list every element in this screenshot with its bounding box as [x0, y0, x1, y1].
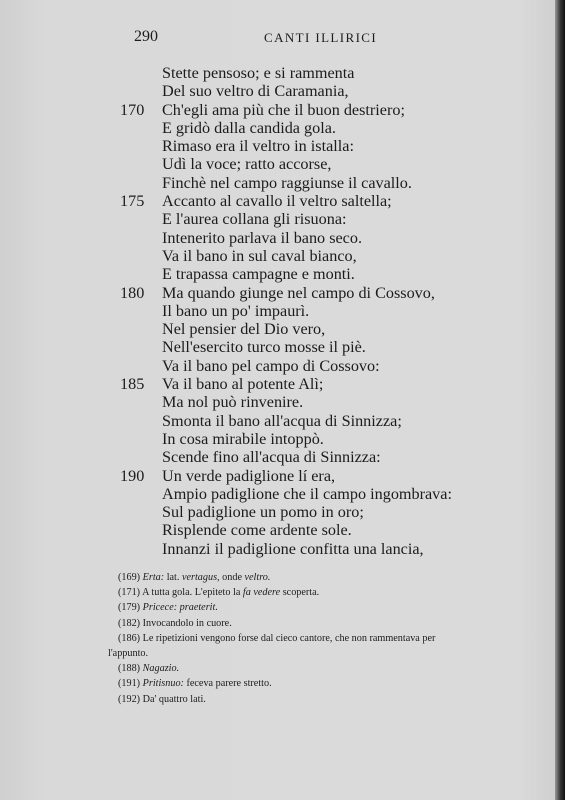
footnote-text: Erta:	[142, 572, 165, 583]
footnote-text: onde	[219, 572, 245, 583]
footnote	[108, 646, 518, 661]
footnote-text: Pritisnuo:	[142, 678, 184, 690]
poem-line	[114, 119, 494, 137]
poem-line	[114, 137, 494, 155]
poem-line	[114, 229, 494, 247]
footnote-ref: (192)	[118, 693, 141, 705]
footnote-text: l'appunto.	[108, 648, 149, 660]
poem-line	[114, 284, 494, 302]
footnote-text: veltro.	[244, 572, 271, 583]
footnote-text: scoperta.	[280, 587, 320, 599]
footnote-ref: (191)	[118, 678, 141, 690]
line-text: E trapassa campagne e monti.	[162, 265, 355, 284]
line-text: Ma nol può rinvenire.	[162, 393, 304, 412]
footnotes	[108, 570, 518, 707]
poem-line	[114, 357, 494, 375]
footnote-text: feceva parere stretto.	[183, 678, 272, 690]
poem-line	[114, 265, 494, 283]
line-text: Udì la voce; ratto accorse,	[162, 155, 332, 174]
line-text: Innanzi il padiglione confitta una lancia,	[162, 539, 424, 558]
footnote-text: Invocandolo in cuore.	[142, 617, 232, 629]
line-text: Accanto al cavallo il veltro saltella;	[162, 192, 392, 211]
footnote-text: Nagazio.	[142, 663, 180, 675]
footnote-text: fa vedere	[242, 587, 281, 599]
line-text: Rimaso era il veltro in istalla:	[162, 137, 354, 156]
line-text: E gridò dalla candida gola.	[162, 118, 336, 137]
poem-line	[114, 82, 494, 100]
poem-line	[114, 430, 494, 448]
poem-line	[114, 540, 494, 558]
poem-line	[114, 448, 494, 466]
poem-line	[114, 302, 494, 320]
line-text: Intenerito parlava il bano seco.	[162, 228, 363, 247]
poem-line	[114, 485, 494, 503]
line-number: 190	[120, 466, 145, 485]
poem-line	[114, 338, 494, 356]
line-text: Sul padiglione un pomo in oro;	[162, 503, 364, 522]
poem-line	[114, 174, 494, 192]
poem-text	[114, 64, 494, 558]
line-number: 180	[120, 283, 145, 302]
line-text: Finchè nel campo raggiunse il cavallo.	[162, 173, 412, 192]
footnote-ref: (182)	[118, 617, 141, 629]
line-text: In cosa mirabile intoppò.	[162, 429, 324, 448]
line-text: Va il bano al potente Alì;	[162, 375, 324, 394]
footnote	[118, 616, 518, 631]
line-text: Nel pensier del Dio vero,	[162, 320, 326, 339]
line-text: Il bano un po' impaurì.	[162, 301, 310, 320]
line-text: Ampio padiglione che il campo ingombrava:	[162, 484, 452, 503]
footnote	[118, 631, 518, 646]
footnote-text: Pricece: praeterit.	[142, 602, 218, 614]
page-header	[0, 28, 565, 48]
footnote-text: A tutta gola. L'epiteto la	[142, 587, 243, 599]
line-text: Risplende come ardente sole.	[162, 521, 352, 540]
poem-line	[114, 192, 494, 210]
line-number: 185	[120, 375, 145, 394]
footnote-ref: (179)	[118, 602, 141, 614]
footnote-text: lat.	[164, 572, 182, 583]
line-text: Nell'esercito turco mosse il piè.	[162, 338, 366, 357]
poem-line	[114, 503, 494, 521]
line-text: Ch'egli ama più che il buon destriero;	[162, 100, 405, 119]
line-number: 170	[120, 100, 145, 119]
line-text: Ma quando giunge nel campo di Cossovo,	[162, 283, 435, 302]
footnote	[118, 600, 518, 615]
line-text: Stette pensoso; e si rammenta	[162, 64, 355, 82]
running-title: CANTI ILLIRICI	[264, 30, 378, 45]
line-text: Del suo veltro di Caramania,	[162, 82, 349, 101]
footnote-ref: (186)	[118, 632, 141, 644]
line-text: Smonta il bano all'acqua di Sinnizza;	[162, 411, 402, 430]
line-text: Va il bano pel campo di Cossovo:	[162, 356, 380, 375]
line-text: Scende fino all'acqua di Sinnizza:	[162, 448, 381, 467]
footnote	[118, 585, 518, 600]
poem-line	[114, 375, 494, 393]
poem-line	[114, 467, 494, 485]
poem-line	[114, 155, 494, 173]
poem-line	[114, 64, 494, 82]
poem-line	[114, 210, 494, 228]
line-text: Va il bano in sul caval bianco,	[162, 246, 357, 265]
footnote-text: vertagus,	[181, 572, 220, 583]
poem-line	[114, 393, 494, 411]
page-edge-shadow	[555, 0, 565, 800]
footnote	[118, 692, 518, 707]
footnote-ref: (188)	[118, 663, 141, 675]
footnote	[118, 676, 518, 691]
poem-line	[114, 412, 494, 430]
poem-line	[114, 247, 494, 265]
footnote-text: Da' quattro lati.	[142, 693, 206, 705]
poem-line	[114, 320, 494, 338]
footnote-text: Le ripetizioni vengono forse dal cieco cantore, che non rammentava per	[142, 632, 436, 644]
poem-line	[114, 521, 494, 539]
line-text: E l'aurea collana gli risuona:	[162, 210, 347, 229]
footnote-ref: (169)	[118, 572, 141, 583]
line-text: Un verde padiglione lí era,	[162, 466, 336, 485]
footnote	[118, 570, 518, 585]
footnote	[118, 661, 518, 676]
line-number: 175	[120, 192, 145, 211]
page-number: 290	[134, 28, 158, 45]
footnote-ref: (171)	[118, 587, 141, 599]
poem-line	[114, 101, 494, 119]
